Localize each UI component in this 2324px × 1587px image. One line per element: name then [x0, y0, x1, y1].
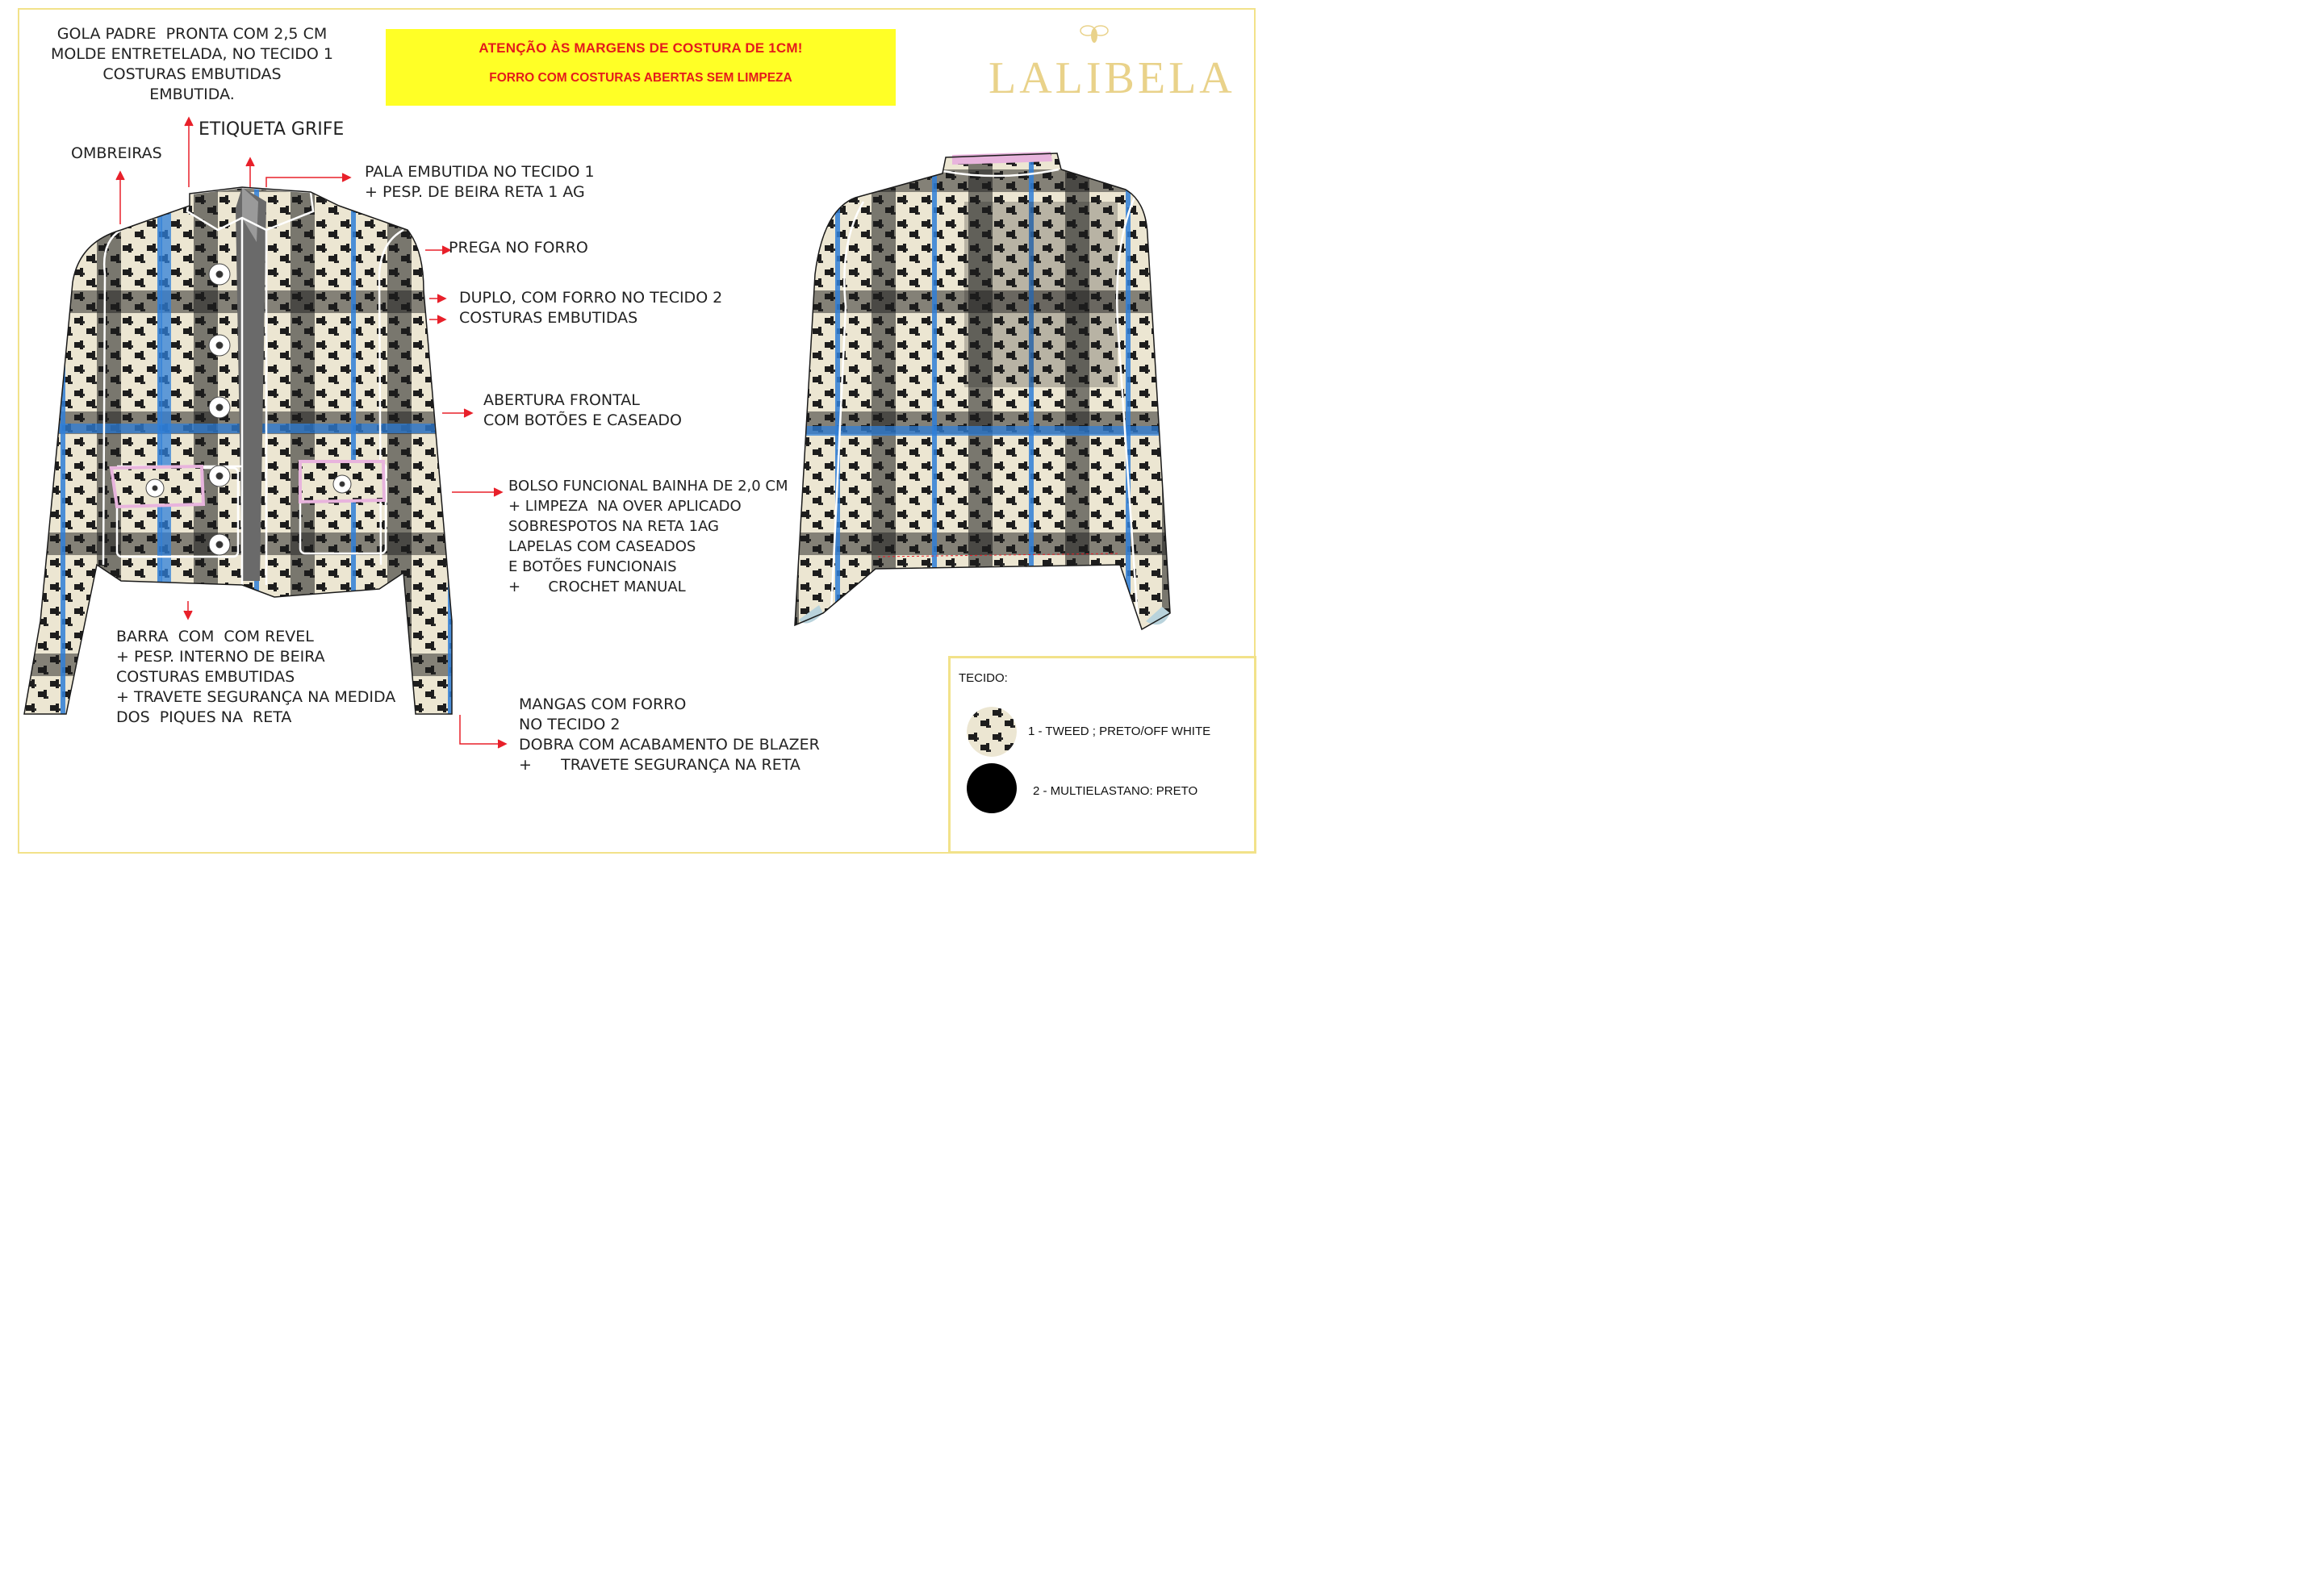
warning-banner	[386, 29, 896, 106]
warning-line-2: FORRO COM COSTURAS ABERTAS SEM LIMPEZA	[489, 71, 792, 85]
multielastano-swatch	[967, 763, 1017, 813]
legend-item-2: 2 - MULTIELASTANO: PRETO	[1033, 784, 1198, 798]
legend-title: TECIDO:	[959, 671, 1008, 685]
brand-logo: LALIBELA	[989, 53, 1235, 103]
back-jacket	[791, 149, 1178, 633]
note-gola: GOLA PADRE PRONTA COM 2,5 CM MOLDE ENTRETELADA, NO TECIDO 1 COSTURAS EMBUTIDAS EMBUTIDA.	[50, 25, 334, 103]
warning-line-1: ATENÇÃO ÀS MARGENS DE COSTURA DE 1CM!	[479, 40, 803, 56]
note-ombreiras: OMBREIRAS	[71, 144, 162, 162]
note-prega: PREGA NO FORRO	[449, 239, 588, 257]
note-etiqueta: ETIQUETA GRIFE	[199, 119, 345, 140]
legend-item-1: 1 - TWEED ; PRETO/OFF WHITE	[1028, 725, 1211, 738]
note-mangas: MANGAS COM FORRO NO TECIDO 2 DOBRA COM ACABAMENTO DE BLAZER + TRAVETE SEGURANÇA NA RETA	[519, 695, 820, 774]
bee-logo-icon	[1078, 21, 1110, 45]
note-duplo: DUPLO, COM FORRO NO TECIDO 2 COSTURAS EMBUTIDAS	[459, 289, 723, 327]
note-pala: PALA EMBUTIDA NO TECIDO 1 + PESP. DE BEIRA RETA 1 AG	[365, 163, 595, 201]
fabric-legend	[948, 656, 1256, 854]
tweed-swatch	[967, 707, 1017, 757]
note-bolso: BOLSO FUNCIONAL BAINHA DE 2,0 CM + LIMPEZA NA OVER APLICADO SOBRESPOTOS NA RETA 1AG LAPELAS COM CASEADOS E BOTÕES FUNCIONAIS + CROCHET MANUAL	[508, 478, 788, 595]
note-barra: BARRA COM COM REVEL + PESP. INTERNO DE BEIRA COSTURAS EMBUTIDAS + TRAVETE SEGURANÇA NA MEDIDA DOS PIQUES NA RETA	[116, 628, 396, 726]
note-abertura: ABERTURA FRONTAL COM BOTÕES E CASEADO	[483, 391, 682, 429]
